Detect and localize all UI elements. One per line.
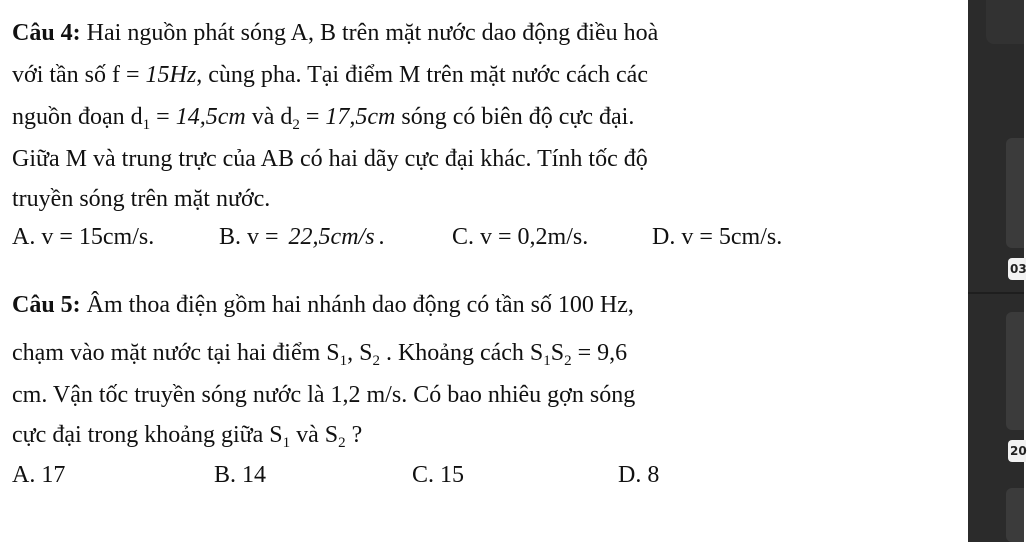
q5-line-3: cm. Vận tốc truyền sóng nước là 1,2 m/s. Có bao nhiêu gợn sóng xyxy=(12,382,636,408)
q4-option-b-pre: B. v = xyxy=(219,224,285,250)
q4-d2-value: 17,5cm xyxy=(325,104,396,130)
q5-l2-mid: , S xyxy=(347,340,373,366)
q5-line-2 xyxy=(12,338,627,368)
q4-line-3 xyxy=(12,102,634,132)
q4-option-b-value: 22,5cm/s xyxy=(288,224,375,250)
q4-line-2 xyxy=(12,60,648,90)
sidebar-panel-2[interactable] xyxy=(1006,312,1024,430)
q4-line-5: truyền sóng trên mặt nước. xyxy=(12,186,271,212)
q5-l2-s: S xyxy=(550,340,565,366)
q4-text-1: Hai nguồn phát sóng A, B trên mặt nước dao động điều hoà xyxy=(80,20,659,46)
q4-options xyxy=(12,222,912,252)
q4-l3-pre: nguồn đoạn d xyxy=(12,104,143,130)
q4-option-d: D. v = 5cm/s. xyxy=(652,224,783,250)
q5-line-4 xyxy=(12,420,362,450)
q5-l4-mid: và S xyxy=(290,422,339,448)
q4-l2-post: , cùng pha. Tại điểm M trên mặt nước cách các xyxy=(196,62,648,88)
q4-eq-1: = xyxy=(150,104,176,130)
q4-option-c: C. v = 0,2m/s. xyxy=(452,224,589,250)
q5-l2-end: = 9,6 xyxy=(571,340,628,366)
q5-sub-3: 1 xyxy=(543,353,551,369)
sidebar-panel-1[interactable] xyxy=(1006,138,1024,248)
q4-label: Câu 4: xyxy=(12,20,81,46)
q5-text-1: Âm thoa điện gồm hai nhánh dao động có tần số 100 Hz, xyxy=(80,292,634,318)
sidebar-panel-3[interactable] xyxy=(1006,488,1024,542)
q5-l2-pre: chạm vào mặt nước tại hai điểm S xyxy=(12,340,340,366)
q4-d1-value: 14,5cm xyxy=(175,104,246,130)
q5-options xyxy=(12,460,912,490)
q4-option-b xyxy=(219,222,389,252)
q4-option-b-post: . xyxy=(378,224,385,250)
q5-sub-1: 1 xyxy=(339,353,348,369)
sidebar-badge-1: 03 xyxy=(1008,258,1026,280)
q4-sub-1: 1 xyxy=(142,117,151,133)
q5-l4-post: ? xyxy=(345,422,363,448)
q5-l4-pre: cực đại trong khoảng giữa S xyxy=(12,422,283,448)
q5-label: Câu 5: xyxy=(12,292,81,318)
sidebar-badge-2: 20 xyxy=(1008,440,1026,462)
right-sidebar xyxy=(968,0,1027,542)
sidebar-divider xyxy=(968,292,1024,294)
q5-sub-2: 2 xyxy=(372,353,380,369)
q4-l3-mid: và d xyxy=(245,104,293,130)
q5-sub-5: 1 xyxy=(282,435,291,451)
q4-option-a: A. v = 15cm/s. xyxy=(12,224,155,250)
q5-option-b: B. 14 xyxy=(214,462,267,488)
q5-l2-post: . Khoảng cách S xyxy=(379,340,544,366)
q4-line-1 xyxy=(12,18,658,48)
q5-sub-4: 2 xyxy=(564,353,572,369)
q5-line-1 xyxy=(12,290,634,320)
q4-line-4: Giữa M và trung trực của AB có hai dãy cực đại khác. Tính tốc độ xyxy=(12,146,648,172)
q4-sub-2: 2 xyxy=(292,117,300,133)
q4-eq-2: = xyxy=(299,104,326,130)
q4-l3-post: sóng có biên độ cực đại. xyxy=(395,104,635,130)
q5-option-d: D. 8 xyxy=(618,462,660,488)
q5-sub-6: 2 xyxy=(338,435,346,451)
q5-option-c: C. 15 xyxy=(412,462,465,488)
sidebar-top-panel xyxy=(986,0,1024,44)
q4-frequency: 15Hz xyxy=(145,62,197,88)
q5-option-a: A. 17 xyxy=(12,462,66,488)
q4-l2-pre: với tần số f = xyxy=(12,62,146,88)
